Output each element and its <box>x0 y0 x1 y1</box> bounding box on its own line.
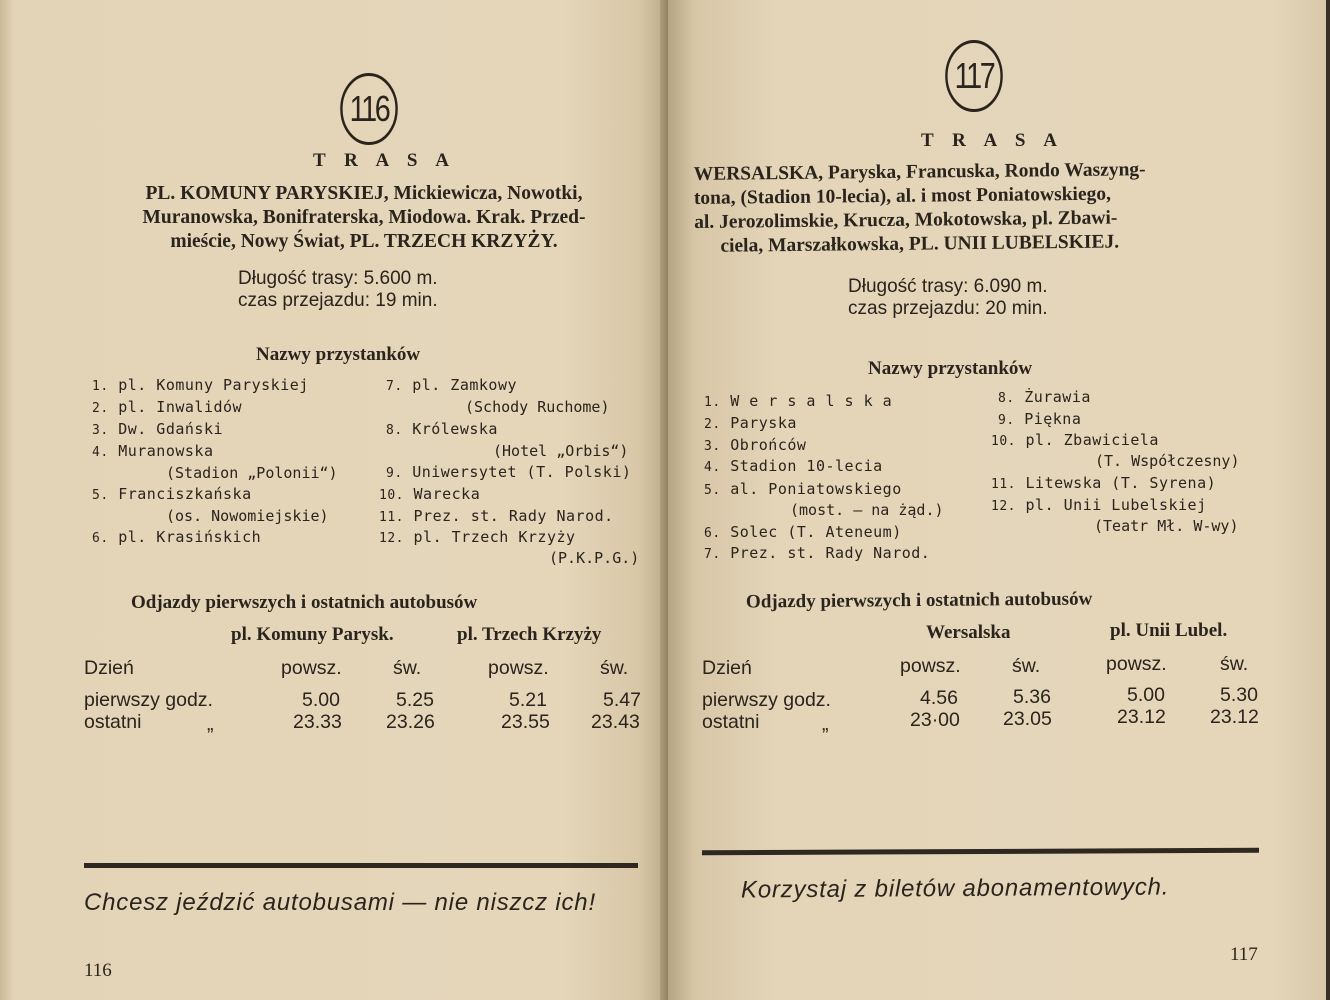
time-cell: 23.12 <box>1210 706 1259 728</box>
col-day: Dzień <box>84 657 134 679</box>
col-weekday: powsz. <box>1106 653 1167 675</box>
route-length: Długość trasy: 5.600 m. <box>238 268 438 289</box>
stop-subtitle: (P.K.P.G.) <box>549 549 640 567</box>
stop-item: 9. Piękna <box>998 410 1082 428</box>
stop-item: 3. Obrońców <box>704 436 807 454</box>
divider-rule <box>84 863 638 868</box>
departures-heading: Odjazdy pierwszych i ostatnich autobusów <box>131 592 478 613</box>
time-cell: 23.43 <box>591 711 640 733</box>
row-first-label: pierwszy godz. <box>702 689 831 711</box>
stop-item: 3. Dw. Gdański <box>92 420 224 438</box>
time-cell: 5.30 <box>1220 684 1258 706</box>
time-cell: 5.36 <box>1013 686 1051 708</box>
page-edge <box>1326 0 1330 1000</box>
stop-item: 1. pl. Komuny Paryskiej <box>92 376 309 394</box>
slogan: Korzystaj z biletów abonamentowych. <box>740 873 1170 904</box>
stops-heading: Nazwy przystanków <box>256 344 421 365</box>
stop-subtitle: (Stadion „Polonii“) <box>166 464 338 482</box>
time-cell: 5.00 <box>1127 684 1165 706</box>
col-holiday: św. <box>1220 653 1249 675</box>
route-description <box>84 182 644 254</box>
stop-subtitle: (os. Nowomiejskie) <box>166 507 329 525</box>
col-weekday: powsz. <box>488 657 549 679</box>
stop-subtitle: (Teatr Mł. W-wy) <box>1094 517 1239 535</box>
stop-item: 12. pl. Trzech Krzyży <box>379 528 576 546</box>
stop-item: 9. Uniwersytet (T. Polski) <box>386 463 632 481</box>
route-number-badge: 116 <box>340 73 398 145</box>
stop-item: 8. Żurawia <box>998 388 1091 406</box>
ditto-mark: „ <box>207 713 214 735</box>
terminal-a: Wersalska <box>926 622 1011 643</box>
route-number-badge: 117 <box>945 40 1003 112</box>
row-last-label: ostatni <box>702 711 760 733</box>
stop-item: 11. Prez. st. Rady Narod. <box>379 507 614 525</box>
route-line: mieście, Nowy Świat, PL. TRZECH KRZYŻY. <box>170 231 558 252</box>
stop-item: 2. pl. Inwalidów <box>92 398 243 416</box>
route-duration: czas przejazdu: 19 min. <box>238 290 438 311</box>
route-duration: czas przejazdu: 20 min. <box>848 298 1048 319</box>
col-weekday: powsz. <box>281 657 342 679</box>
route-line: ciela, Marszałkowska, PL. UNII LUBELSKIEJ. <box>720 231 1120 257</box>
row-first-label: pierwszy godz. <box>84 689 213 711</box>
row-last-label: ostatni <box>84 711 142 733</box>
stop-item: 6. pl. Krasińskich <box>92 528 262 546</box>
col-day: Dzień <box>702 657 752 679</box>
stop-item: 10. pl. Zbawiciela <box>991 431 1159 449</box>
time-cell: 23.05 <box>1003 708 1052 730</box>
route-line: al. Jerozolimskie, Krucza, Mokotowska, pl. Zbawi- <box>694 207 1118 233</box>
time-cell: 23.33 <box>293 711 342 733</box>
route-line: tona, (Stadion 10-lecia), al. i most Poniatowskiego, <box>693 183 1112 209</box>
time-cell: 4.56 <box>920 687 958 709</box>
time-cell: 23.55 <box>501 711 550 733</box>
route-description <box>694 157 1261 259</box>
time-cell: 23.12 <box>1117 706 1166 728</box>
stop-item: 5. Franciszkańska <box>92 485 252 503</box>
route-line: WERSALSKA, Paryska, Francuska, Rondo Waszyng- <box>693 159 1146 185</box>
time-cell: 5.21 <box>509 689 547 711</box>
time-cell: 5.47 <box>603 689 641 711</box>
terminal-b: pl. Trzech Krzyży <box>457 624 602 645</box>
terminal-b: pl. Unii Lubel. <box>1110 620 1228 641</box>
time-cell: 23·00 <box>910 709 960 731</box>
stop-item: 12. pl. Unii Lubelskiej <box>991 496 1207 514</box>
time-cell: 5.00 <box>302 689 340 711</box>
stop-item: 7. pl. Zamkowy <box>386 376 518 394</box>
stop-subtitle: (most. — na żąd.) <box>790 501 944 519</box>
slogan: Chcesz jeździć autobusami — nie niszcz ich! <box>84 889 596 916</box>
departures-heading: Odjazdy pierwszych i ostatnich autobusów <box>745 588 1093 613</box>
page-number: 117 <box>1230 944 1258 965</box>
stop-item: 4. Stadion 10-lecia <box>704 457 883 475</box>
col-holiday: św. <box>600 657 629 679</box>
stop-item: 8. Królewska <box>386 420 498 438</box>
stop-item: 2. Paryska <box>704 414 797 432</box>
stop-item: 4. Muranowska <box>92 442 214 460</box>
stop-subtitle: (Hotel „Orbis“) <box>493 442 629 460</box>
time-cell: 5.25 <box>396 689 434 711</box>
stop-subtitle: (T. Współczesny) <box>1095 452 1240 470</box>
col-weekday: powsz. <box>900 655 961 677</box>
stop-item: 6. Solec (T. Ateneum) <box>704 523 902 541</box>
stop-item: 1. W e r s a l s k a <box>704 392 893 410</box>
trasa-label: T R A S A <box>313 150 456 171</box>
time-cell: 23.26 <box>386 711 435 733</box>
route-length: Długość trasy: 6.090 m. <box>848 276 1048 297</box>
col-holiday: św. <box>1012 655 1041 677</box>
stop-item: 7. Prez. st. Rady Narod. <box>704 544 931 562</box>
stops-heading: Nazwy przystanków <box>868 358 1033 379</box>
terminal-a: pl. Komuny Parysk. <box>231 624 394 645</box>
route-line: Muranowska, Bonifraterska, Miodowa. Krak. Przed- <box>142 207 586 228</box>
stop-item: 5. al. Poniatowskiego <box>704 480 902 498</box>
col-holiday: św. <box>393 657 422 679</box>
trasa-label: T R A S A <box>921 130 1064 151</box>
stop-subtitle: (Schody Ruchome) <box>465 398 610 416</box>
stop-item: 10. Warecka <box>379 485 481 503</box>
page-number: 116 <box>84 960 112 981</box>
route-line: PL. KOMUNY PARYSKIEJ, Mickiewicza, Nowotki, <box>145 183 583 204</box>
page-right <box>668 0 1326 1000</box>
divider-rule <box>702 848 1259 855</box>
ditto-mark: „ <box>822 713 829 735</box>
stop-item: 11. Litewska (T. Syrena) <box>991 474 1217 492</box>
